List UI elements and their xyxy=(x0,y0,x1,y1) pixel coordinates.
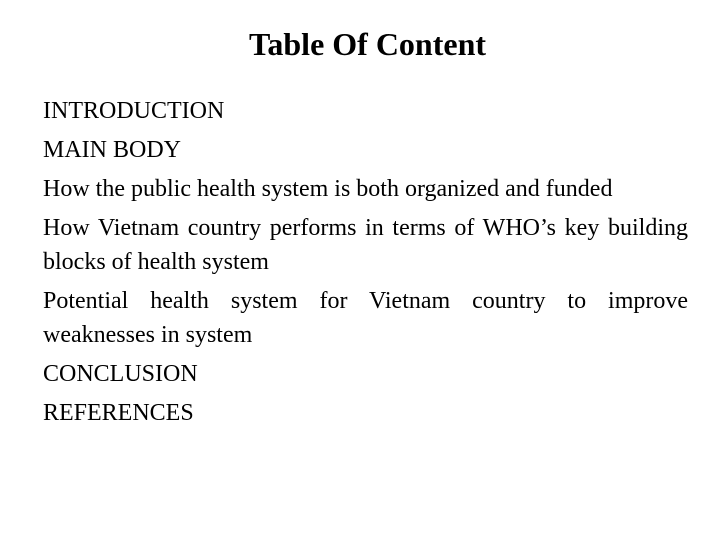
toc-item-potential-improvements: Potential health system for Vietnam country to improve weaknesses in system xyxy=(43,288,688,348)
toc-item-references: REFERENCES xyxy=(43,400,194,426)
toc-item-organization-funding: How the public health system is both organized and funded xyxy=(43,176,613,202)
table-of-contents-list xyxy=(43,94,688,435)
toc-item-conclusion: CONCLUSION xyxy=(43,361,198,387)
toc-item-main-body: MAIN BODY xyxy=(43,137,181,163)
toc-item-who-building-blocks: How Vietnam country performs in terms of WHO’s key building blocks of health system xyxy=(43,215,688,275)
page-title: Table Of Content xyxy=(248,26,487,62)
toc-item-introduction: INTRODUCTION xyxy=(43,98,225,124)
